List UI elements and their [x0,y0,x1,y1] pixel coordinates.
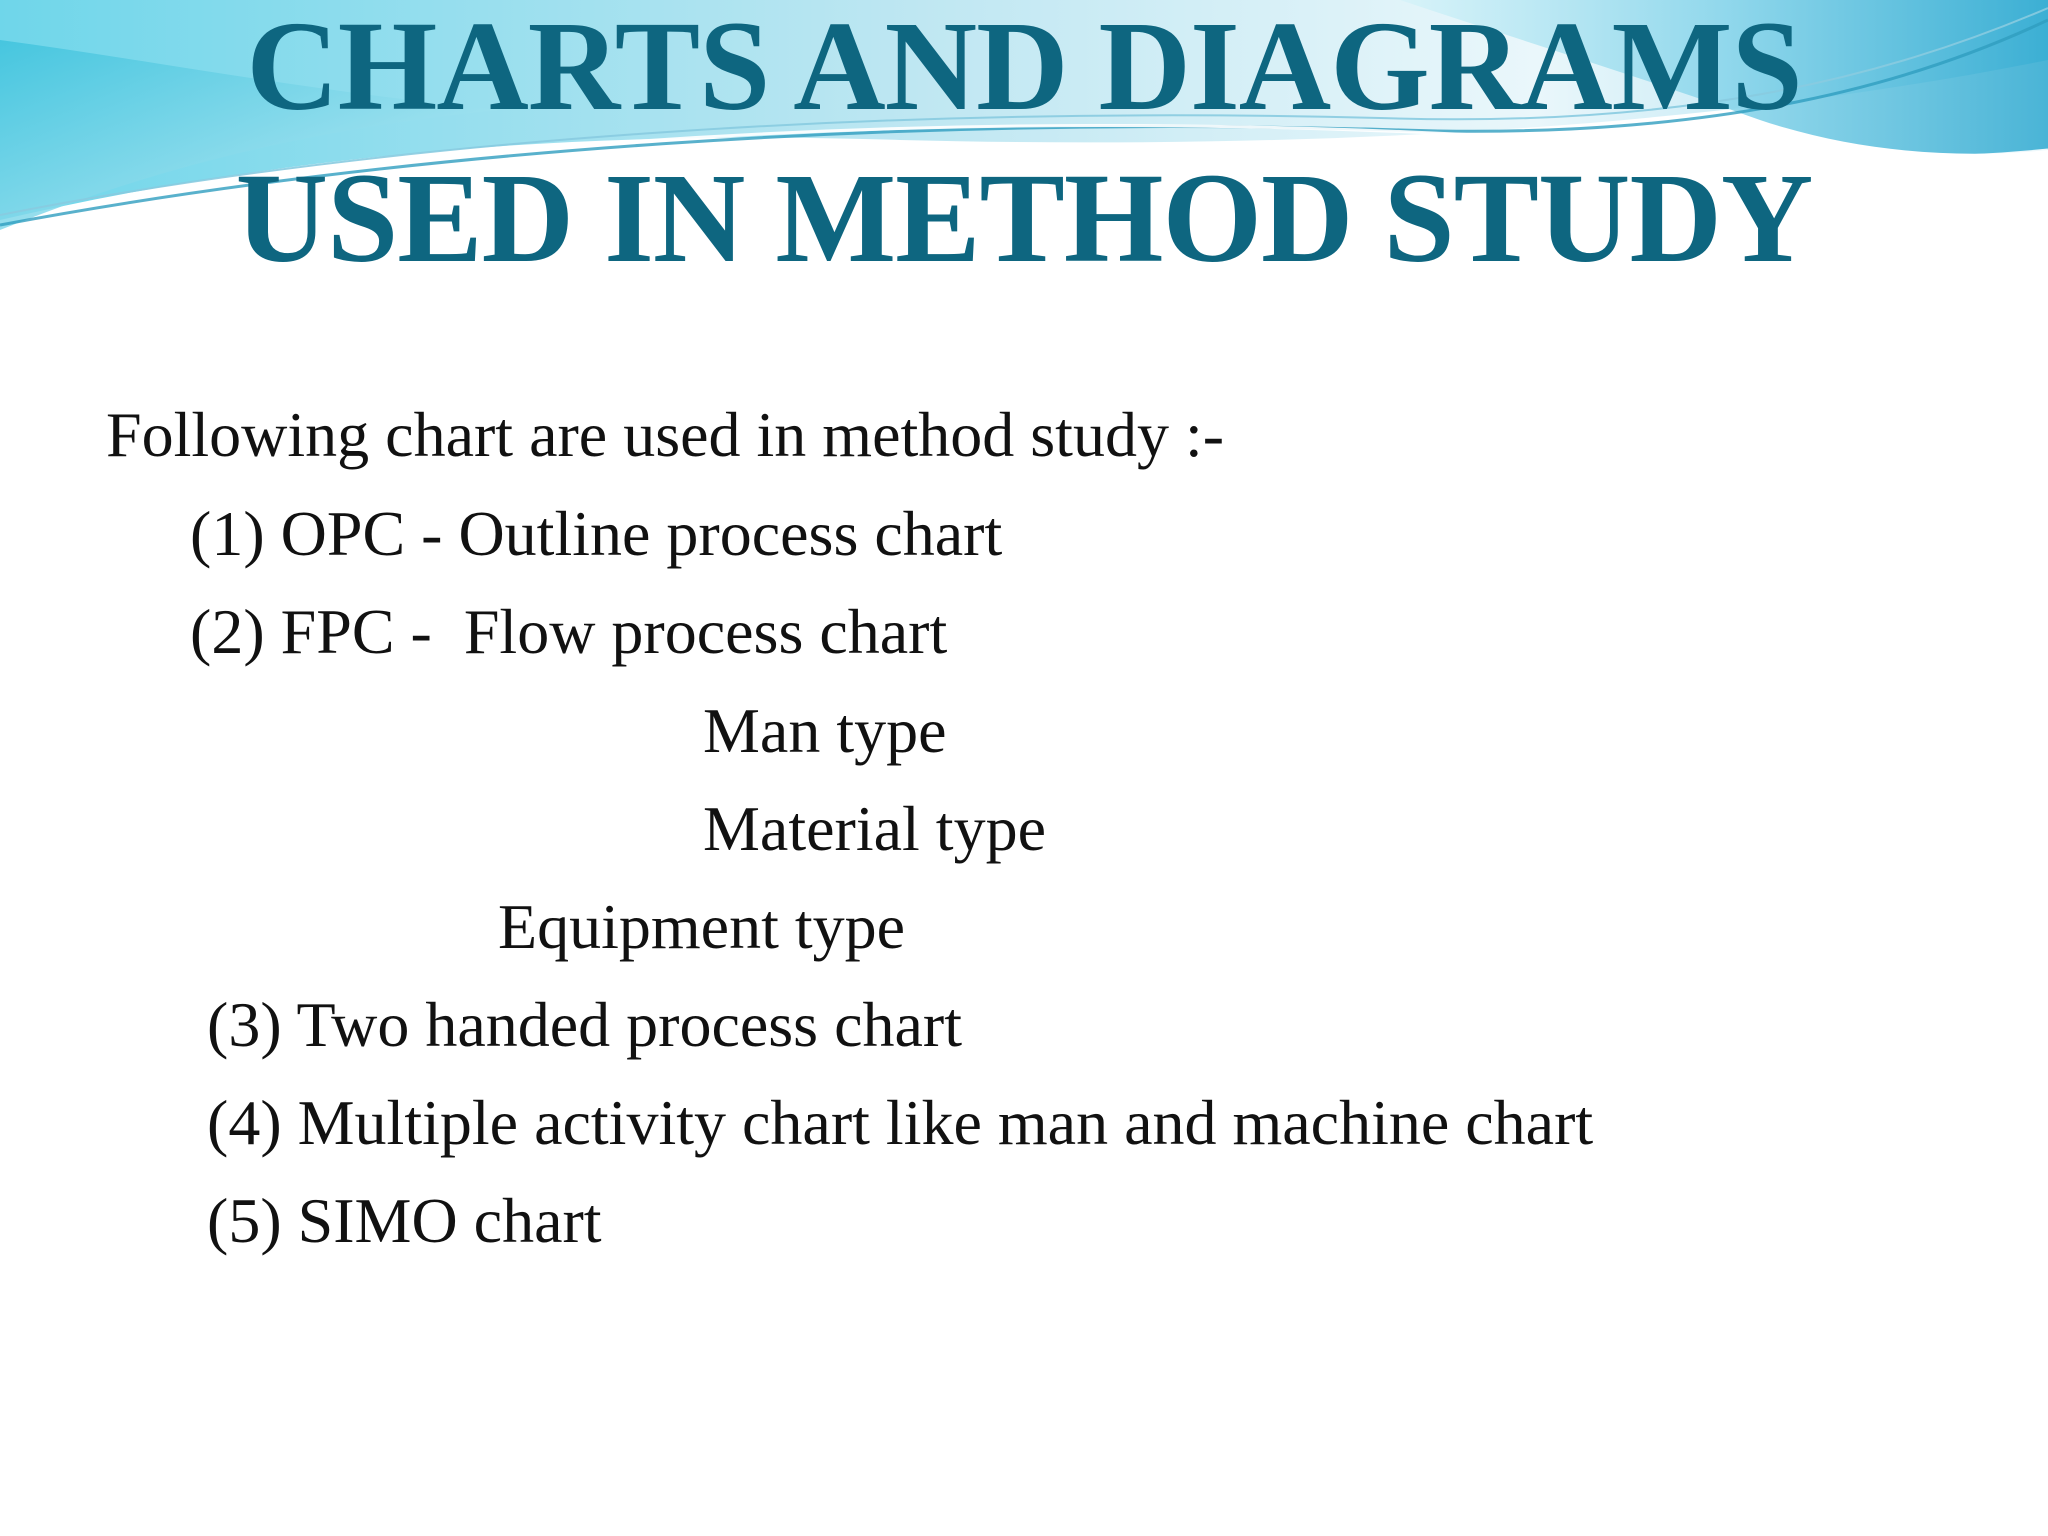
sub-item-equipment-type: Equipment type [498,891,906,962]
sub-item-material-type: Material type [703,793,1046,864]
intro-text: Following chart are used in method study :- [106,399,1225,470]
sub-item-man-type: Man type [703,695,947,766]
list-item-simo: (5) SIMO chart [207,1185,602,1256]
list-item-opc: (1) OPC - Outline process chart [190,498,1003,569]
list-item-multiple-activity: (4) Multiple activity chart like man and machine chart [207,1087,1594,1158]
list-item-fpc: (2) FPC - Flow process chart [190,596,948,667]
title-line-1: CHARTS AND DIAGRAMS [246,0,1802,137]
title-line-2: USED IN METHOD STUDY [235,147,1813,289]
list-item-two-handed: (3) Two handed process chart [207,989,962,1060]
